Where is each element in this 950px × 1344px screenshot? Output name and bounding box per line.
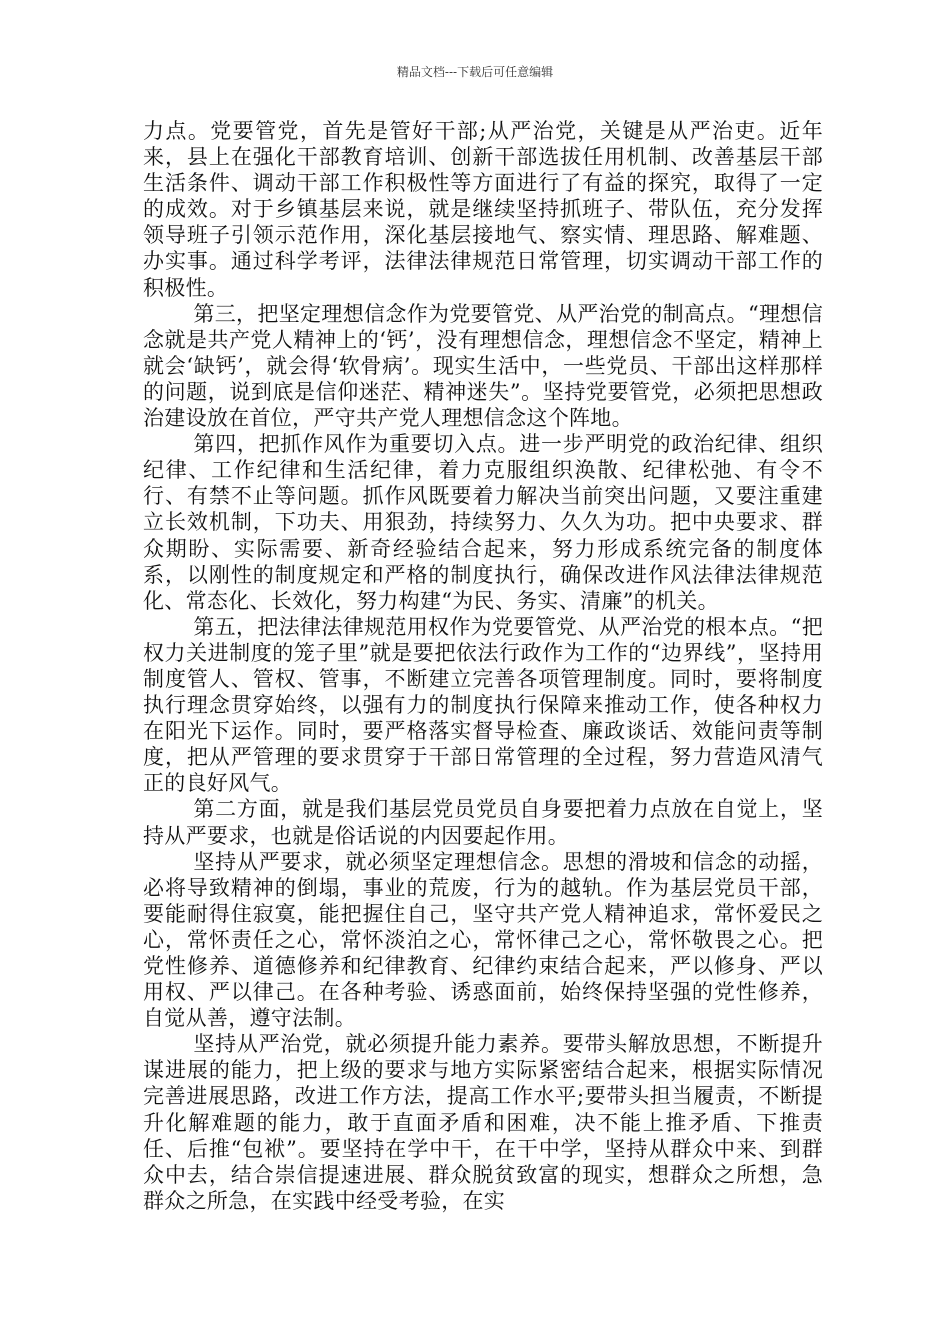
paragraph-strict-requirements: 坚持从严要求，就必须坚定理想信念。思想的滑坡和信念的动摇，必将导致精神的倒塌，事业的荒废，行为的越轨。作为基层党员干部，要能耐得住寂寞，能把握住自己，坚守共产党人精神追求，常怀爱民之心，常怀责任之心，常怀淡泊之心，常怀律己之心，常怀敬畏之心。把党性修养、道德修养和纪律教育、纪律约束结合起来，严以修身、严以用权、严以律己。在各种考验、诱惑面前，始终保持坚强的党性修养，自觉从善，遵守法制。	[143, 849, 823, 1031]
paragraph-ability-quality: 坚持从严治党，就必须提升能力素养。要带头解放思想，不断提升谋进展的能力，把上级的要求与地方实际紧密结合起来，根据实际情况完善进展思路，改进工作方法，提高工作水平;要带头担当履责，不断提升化解难题的能力，敢于直面矛盾和困难，决不能上推矛盾、下推责任、后推“包袱”。要坚持在学中干，在干中学，坚持从群众中来、到群众中去，结合崇信提速进展、群众脱贫致富的现实，想群众之所想，急群众之所急，在实践中经受考验，在实	[143, 1032, 823, 1213]
paragraph-fourth-point: 第四，把抓作风作为重要切入点。进一步严明党的政治纪律、组织纪律、工作纪律和生活纪律，着力克服组织涣散、纪律松弛、有令不行、有禁不止等问题。抓作风既要着力解决当前突出问题，又要注重建立长效机制，下功夫、用狠劲，持续努力、久久为功。把中央要求、群众期盼、实际需要、新奇经验结合起来，努力形成系统完备的制度体系，以刚性的制度规定和严格的制度执行，确保改进作风法律法律规范化、常态化、长效化，努力构建“为民、务实、清廉”的机关。	[143, 432, 823, 613]
paragraph-third-point: 第三，把坚定理想信念作为党要管党、从严治党的制高点。“理想信念就是共产党人精神上的‘钙’，没有理想信念，理想信念不坚定，精神上就会‘缺钙’，就会得‘软骨病’。现实生活中，一些党员、干部出这样那样的问题，说到底是信仰迷茫、精神迷失”。坚持党要管党，必须把思想政治建设放在首位，严守共产党人理想信念这个阵地。	[143, 301, 823, 431]
paragraph-continuation: 力点。党要管党，首先是管好干部;从严治党，关键是从严治吏。近年来，县上在强化干部教育培训、创新干部选拔任用机制、改善基层干部生活条件、调动干部工作积极性等方面进行了有益的探究，取得了一定的成效。对于乡镇基层来说，就是继续坚持抓班子、带队伍，充分发挥领导班子引领示范作用，深化基层接地气、察实情、理思路、解难题、办实事。通过科学考评，法律法律规范日常管理，切实调动干部工作的积极性。	[143, 119, 823, 300]
paragraph-fifth-point: 第五，把法律法律规范用权作为党要管党、从严治党的根本点。“把权力关进制度的笼子里”就是要把依法行政作为工作的“边界线”，坚持用制度管人、管权、管事，不断建立完善各项管理制度。同时，要将制度执行理念贯穿始终，以强有力的制度执行保障来推动工作，使各种权力在阳光下运作。同时，要严格落实督导检查、廉政谈话、效能问责等制度，把从严管理的要求贯穿于干部日常管理的全过程，努力营造风清气正的良好风气。	[143, 614, 823, 796]
page-header: 精品文档---下载后可任意编辑	[396, 65, 554, 79]
document-body	[143, 118, 823, 1214]
paragraph-second-aspect: 第二方面，就是我们基层党员党员自身要把着力点放在自觉上，坚持从严要求，也就是俗话说的内因要起作用。	[143, 797, 823, 848]
